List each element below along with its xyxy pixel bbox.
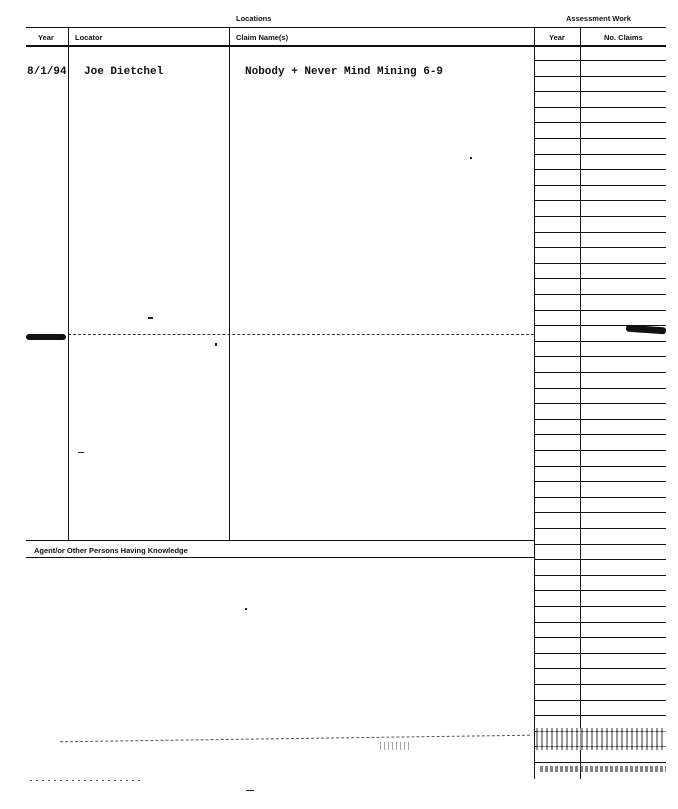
assessment-row-line	[535, 637, 666, 638]
column-rule-year-locator	[68, 28, 69, 540]
assessment-row-line	[535, 263, 666, 264]
column-header-aw-year: Year	[549, 33, 565, 42]
assessment-row-line	[535, 544, 666, 545]
column-header-no-claims: No. Claims	[604, 33, 643, 42]
assessment-row-line	[535, 403, 666, 404]
header-bottom-rule	[26, 45, 666, 47]
column-rule-locator-claims	[229, 28, 230, 540]
assessment-row-line	[535, 466, 666, 467]
assessment-row-line	[535, 247, 666, 248]
assessment-row-line	[535, 185, 666, 186]
assessment-row-line	[535, 60, 666, 61]
assessment-row-line	[535, 372, 666, 373]
assessment-row-line	[535, 341, 666, 342]
fold-mark-right	[626, 325, 666, 335]
scan-noise-dot	[148, 317, 153, 319]
assessment-row-line	[535, 700, 666, 701]
assessment-row-line	[535, 419, 666, 420]
assessment-row-line	[535, 278, 666, 279]
scan-noise-line	[60, 735, 530, 743]
column-header-claim-names: Claim Name(s)	[236, 33, 289, 42]
scan-noise-dot	[78, 452, 84, 453]
scan-noise-dot	[470, 157, 472, 159]
assessment-row-line	[535, 653, 666, 654]
assessment-row-line	[535, 684, 666, 685]
entry-locator: Joe Dietchel	[84, 66, 164, 78]
assessment-row-line	[535, 762, 666, 763]
agent-section-bottom-rule	[26, 557, 534, 558]
assessment-row-line	[535, 668, 666, 669]
assessment-row-line	[535, 216, 666, 217]
assessment-row-line	[535, 497, 666, 498]
fold-mark-left	[26, 334, 66, 340]
assessment-row-line	[535, 590, 666, 591]
column-header-year: Year	[38, 33, 54, 42]
assessment-row-line	[535, 434, 666, 435]
header-top-rule	[26, 27, 534, 28]
assessment-row-line	[535, 388, 666, 389]
assessment-row-line	[535, 122, 666, 123]
assessment-row-line	[535, 715, 666, 716]
assessment-row-line	[535, 232, 666, 233]
agent-section-top-rule	[26, 540, 534, 541]
assessment-row-line	[535, 310, 666, 311]
entry-year: 8/1/94	[27, 66, 67, 78]
assessment-row-line	[535, 575, 666, 576]
assessment-row-line	[535, 107, 666, 108]
assessment-row-line	[535, 200, 666, 201]
assessment-row-line	[535, 559, 666, 560]
assessment-row-line	[535, 481, 666, 482]
assessment-row-line	[535, 512, 666, 513]
scan-noise-dot	[380, 742, 410, 750]
assessment-work-heading: Assessment Work	[566, 14, 631, 23]
assessment-row-line	[535, 622, 666, 623]
assessment-row-line	[535, 294, 666, 295]
header-top-rule-right	[535, 27, 666, 28]
assessment-row-line	[535, 356, 666, 357]
assessment-row-line	[535, 450, 666, 451]
assessment-row-line	[535, 154, 666, 155]
entry-claim-names: Nobody + Never Mind Mining 6-9	[245, 66, 444, 78]
assessment-row-line	[535, 76, 666, 77]
column-header-locator: Locator	[75, 33, 103, 42]
assessment-row-line	[535, 91, 666, 92]
assessment-row-line	[535, 169, 666, 170]
scan-noise-dot	[215, 343, 217, 346]
assessment-row-line	[535, 528, 666, 529]
agent-section-label: Agent/or Other Persons Having Knowledge	[34, 546, 188, 555]
scan-noise-dot	[30, 780, 140, 781]
scan-noise-dot	[246, 790, 254, 791]
scan-noise-dot	[245, 608, 247, 610]
locations-heading: Locations	[236, 14, 272, 23]
scan-noise-block	[536, 728, 666, 750]
scan-noise-block-bottom	[540, 766, 666, 772]
assessment-row-line	[535, 606, 666, 607]
assessment-row-line	[535, 138, 666, 139]
fold-line	[68, 334, 534, 335]
